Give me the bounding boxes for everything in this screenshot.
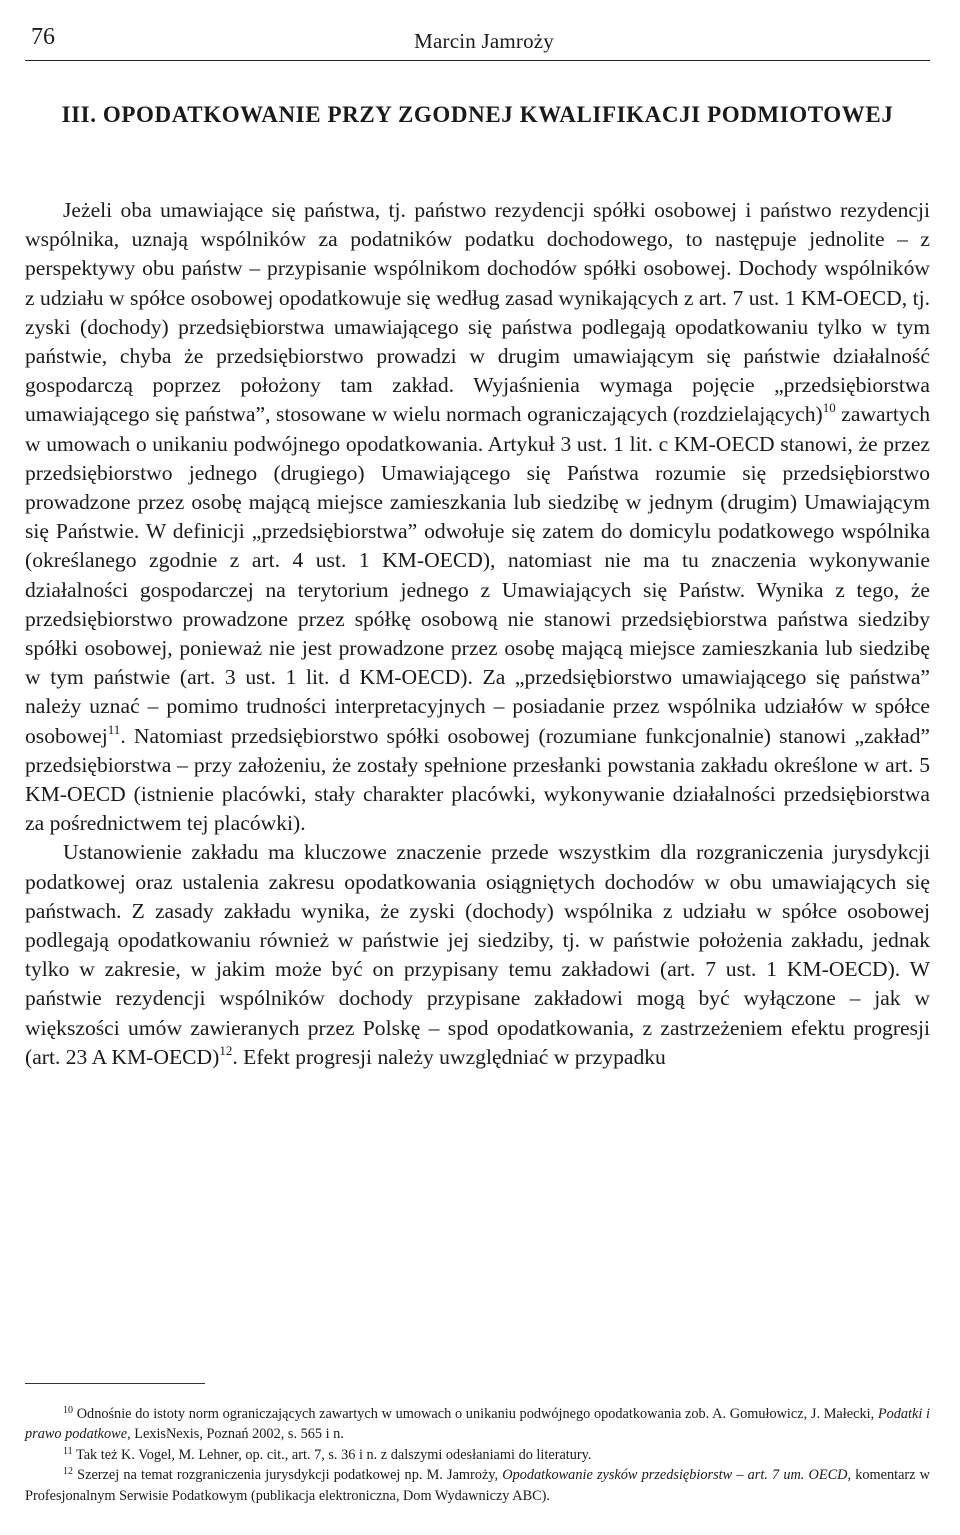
paragraph-1-text-a: Jeżeli oba umawiające się państwa, tj. państwo rezydencji spółki osobowej i państwo rezydencji wspólnika, uznają wspólników za podatników podatku dochodowego, to następuje jednolite – z perspektywy obu państw – przypisanie wspólnikom dochodów spółki osobowej. Dochody wspólników z udziału w spółce osobowej opodatkowuje się według zasad wynikających z art. 7 ust. 1 KM-OECD, tj. zyski (dochody) przedsiębiorstwa umawiającego się państwa podlegają opodatkowaniu tylko w tym państwie, chyba że przedsiębiorstwo prowadzi w drugim umawiającym się państwie działalność gospodarczą poprzez położony tam zakład. Wyjaśnienia wymaga pojęcie „przedsiębiorstwa umawiającego się państwa”, stosowane w wielu normach ograniczających (rozdzielających)	[25, 198, 930, 427]
page-header	[25, 24, 930, 61]
paragraph-2	[25, 838, 930, 1072]
footnote-divider	[25, 1383, 205, 1384]
running-head-author: Marcin Jamroży	[414, 29, 554, 53]
footnote-12	[25, 1465, 930, 1506]
footnote-12-number: 12	[63, 1466, 73, 1478]
footnote-12-title: Opodatkowanie zysków przedsiębiorstw – art. 7 um. OECD	[502, 1467, 848, 1484]
paragraph-1-text-b: zawartych w umowach o unikaniu podwójnego opodatkowania. Artykuł 3 ust. 1 lit. c KM-OECD stanowi, że przez przedsiębiorstwo jednego (drugiego) Umawiającego się Państwa rozumie się przedsiębiorstwo prowadzone przez osobę mającą miejsce zamieszkania lub siedzibę w jednym (drugim) Umawiającym się Państwie. W definicji „przedsiębiorstwa” odwołuje się zatem do domicylu podatkowego wspólnika (określanego zgodnie z art. 4 ust. 1 KM-OECD), natomiast nie ma tu znaczenia wykonywanie działalności gospodarczej na terytorium jednego z Umawiających się Państw. Wynika z tego, że przedsiębiorstwo prowadzone przez spółkę osobową nie stanowi przedsiębiorstwa państwa siedziby spółki osobowej, ponieważ nie jest prowadzone przez osobę mającą miejsce zamieszkania lub siedzibę w tym państwie (art. 3 ust. 1 lit. d KM-OECD). Za „przedsiębiorstwo umawiającego się państwa” należy uznać – pomimo trudności interpretacyjnych – posiadanie przez wspólnika udziałów w spółce osobowej	[25, 402, 930, 748]
footnote-10-number: 10	[63, 1405, 73, 1416]
footnote-11	[25, 1445, 930, 1465]
paragraph-1	[25, 196, 930, 838]
footnote-10-title: Podatki i prawo podatkowe	[25, 1406, 931, 1443]
footnote-10-text-b: , LexisNexis, Poznań 2002, s. 565 i n.	[127, 1426, 344, 1443]
paragraph-1-text-c: . Natomiast przedsiębiorstwo spółki osobowej (rozumiane funkcjonalnie) stanowi „zakład” przedsiębiorstwa – przy założeniu, że zostały spełnione przesłanki powstania zakładu określone w art. 5 KM-OECD (istnienie placówki, stały charakter placówki, wykonywanie działalności przedsiębiorstwa za pośrednictwem tej placówki).	[25, 723, 930, 836]
footnotes	[25, 1404, 930, 1506]
footnote-10-text-a: Odnośnie do istoty norm ograniczających zawartych w umowach o unikaniu podwójnego opodatkowania zob. A. Gomułowicz, J. Małecki,	[76, 1406, 878, 1422]
footnote-11-number: 11	[63, 1445, 73, 1457]
footnote-ref-12[interactable]: 12	[219, 1042, 233, 1058]
page-number: 76	[31, 24, 55, 50]
footnote-12-text-a: Szerzej na temat rozgraniczenia jurysdykcji podatkowej np. M. Jamroży,	[77, 1467, 503, 1484]
paragraph-2-text-a: Ustanowienie zakładu ma kluczowe znaczenie przede wszystkim dla rozgraniczenia jurysdykcji podatkowej oraz ustalenia zakresu opodatkowania osiągniętych dochodów w obu umawiających się państwach. Z zasady zakładu wynika, że zyski (dochody) wspólnika z udziału w spółce osobowej podlegają opodatkowaniu również w państwie jej siedziby, tj. w państwie położenia zakładu, jednak tylko w zakresie, w jakim może być on przypisany temu zakładowi (art. 7 ust. 1 KM-OECD). W państwie rezydencji wspólników dochody przypisane zakładowi mogą być wyłączone – jak w większości umów zawieranych przez Polskę – spod opodatkowania, z zastrzeżeniem efektu progresji (art. 23 A KM-OECD)	[25, 840, 930, 1069]
footnote-11-text: Tak też K. Vogel, M. Lehner, op. cit., art. 7, s. 36 i n. z dalszymi odesłaniami do literatury.	[75, 1446, 592, 1463]
footnote-12-text-b: , komentarz w Profesjonalnym Serwisie Podatkowym (publikacja elektroniczna, Dom Wydawniczy ABC).	[25, 1467, 931, 1504]
footnote-10	[25, 1404, 930, 1445]
footnote-ref-11[interactable]: 11	[107, 721, 121, 737]
section-title: III. OPODATKOWANIE PRZY ZGODNEJ KWALIFIKACJI PODMIOTOWEJ	[61, 102, 894, 127]
paragraph-2-text-b: . Efekt progresji należy uwzględniać w przypadku	[232, 1044, 666, 1069]
body-text	[25, 196, 930, 1072]
footnote-ref-10[interactable]: 10	[822, 400, 836, 416]
